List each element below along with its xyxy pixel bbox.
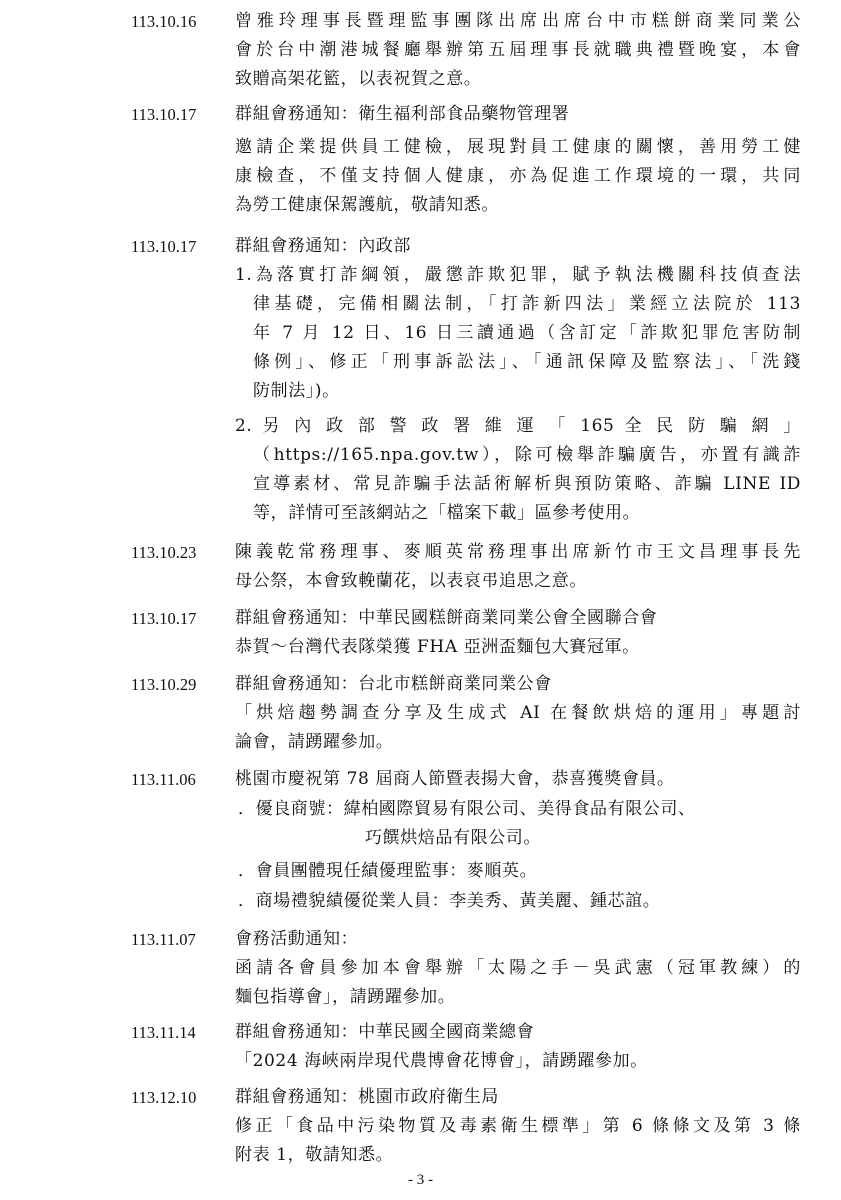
entry-date: 113.10.29 xyxy=(131,675,197,694)
award-item: ．優良商號：緯柏國際貿易有限公司、美得食品有限公司、 xyxy=(238,799,696,819)
entry-text-line: 群組會務通知：衛生福利部食品藥物管理署 xyxy=(235,104,570,124)
award-item-continuation: 巧饌烘焙品有限公司。 xyxy=(365,828,541,848)
entry-text-line: 等，詳情可至該網站之「檔案下載」區參考使用。 xyxy=(253,503,641,523)
entry-date: 113.10.17 xyxy=(131,609,197,628)
entry-text-line: 邀請企業提供員工健檢，展現對員工健康的關懷，善用勞工健 xyxy=(235,137,801,157)
entry-text-line: 群組會務通知：中華民國全國商業總會 xyxy=(235,1022,535,1042)
entry-text-line: 致贈高架花籃，以表祝賀之意。 xyxy=(235,69,482,89)
entry-text-line: 函請各會員參加本會舉辦「太陽之手－吳武憲（冠軍教練）的 xyxy=(235,958,801,978)
entry-date: 113.10.23 xyxy=(131,543,197,562)
entry-text-line: 群組會務通知：中華民國糕餅商業同業公會全國聯合會 xyxy=(235,608,658,628)
entry-text-line: 論會，請踴躍參加。 xyxy=(235,732,394,752)
award-item: ．會員團體現任績優理監事：麥順英。 xyxy=(238,861,538,881)
entry-text-line: 「烘焙趨勢調查分享及生成式 AI 在餐飲烘焙的運用」專題討 xyxy=(235,703,801,723)
entry-text-line: 附表 1，敬請知悉。 xyxy=(235,1145,394,1165)
entry-text-line: 曾雅玲理事長暨理監事團隊出席出席台中市糕餅商業同業公 xyxy=(235,11,801,31)
entry-list-item-1: 1.為落實打詐綱領，嚴懲詐欺犯罪，賦予執法機關科技偵查法 xyxy=(235,265,801,285)
entry-date: 113.12.10 xyxy=(131,1088,197,1107)
entry-date: 113.10.17 xyxy=(131,105,197,124)
entry-text-line: 條例」、修正「刑事訴訟法」、「通訊保障及監察法」、「洗錢 xyxy=(253,352,801,372)
entry-text-line: 桃園市慶祝第 78 屆商人節暨表揚大會，恭喜獲獎會員。 xyxy=(235,769,675,789)
entry-text-line: （https://165.npa.gov.tw），除可檢舉詐騙廣告，亦置有識詐 xyxy=(253,445,801,465)
entry-text-line: 「2024 海峽兩岸現代農博會花博會」，請踴躍參加。 xyxy=(235,1051,648,1071)
entry-text-line: 群組會務通知：桃園市政府衛生局 xyxy=(235,1087,499,1107)
entry-text-line: 防制法」)。 xyxy=(253,381,340,401)
entry-text-line: 會務活動通知： xyxy=(235,929,359,949)
entry-date: 113.10.16 xyxy=(131,12,197,31)
entry-text-line: 修正「食品中污染物質及毒素衛生標準」第 6 條條文及第 3 條 xyxy=(235,1116,801,1136)
entry-text-line: 宣導素材、常見詐騙手法話術解析與預防策略、詐騙 LINE ID xyxy=(253,474,801,494)
entry-date: 113.11.06 xyxy=(131,770,196,789)
entry-text-line: 律基礎，完備相關法制，「打詐新四法」業經立法院於 113 xyxy=(253,294,801,314)
entry-text-line: 麵包指導會」，請踴躍參加。 xyxy=(235,987,456,1007)
entry-list-item-2: 2. 另 內 政 部 警 政 署 維 運 「 165 全 民 防 騙 網 」 xyxy=(235,416,801,436)
entry-text-line: 恭賀～台灣代表隊榮獲 FHA 亞洲盃麵包大賽冠軍。 xyxy=(235,637,640,657)
entry-text-line: 群組會務通知：台北市糕餅商業同業公會 xyxy=(235,674,552,694)
entry-text-line: 康檢查，不僅支持個人健康，亦為促進工作環境的一環，共同 xyxy=(235,166,801,186)
entry-date: 113.11.07 xyxy=(131,930,196,949)
award-item: ．商場禮貌績優從業人員：李美秀、黃美麗、鍾芯誼。 xyxy=(238,891,661,911)
entry-text-line: 陳義乾常務理事、麥順英常務理事出席新竹市王文昌理事長先 xyxy=(235,542,801,562)
entry-text-line: 年 7 月 12 日、16 日三讀通過（含訂定「詐欺犯罪危害防制 xyxy=(253,323,801,343)
entry-text-line: 母公祭，本會致輓蘭花，以表哀弔追思之意。 xyxy=(235,571,587,591)
entry-text-line: 為勞工健康保駕護航，敬請知悉。 xyxy=(235,195,499,215)
entry-date: 113.10.17 xyxy=(131,237,197,256)
entry-text-line: 群組會務通知：內政部 xyxy=(235,236,411,256)
entry-date: 113.11.14 xyxy=(131,1023,196,1042)
page-number: - 3 - xyxy=(408,1172,433,1188)
entry-text-line: 會於台中潮港城餐廳舉辦第五屆理事長就職典禮暨晚宴，本會 xyxy=(235,40,801,60)
